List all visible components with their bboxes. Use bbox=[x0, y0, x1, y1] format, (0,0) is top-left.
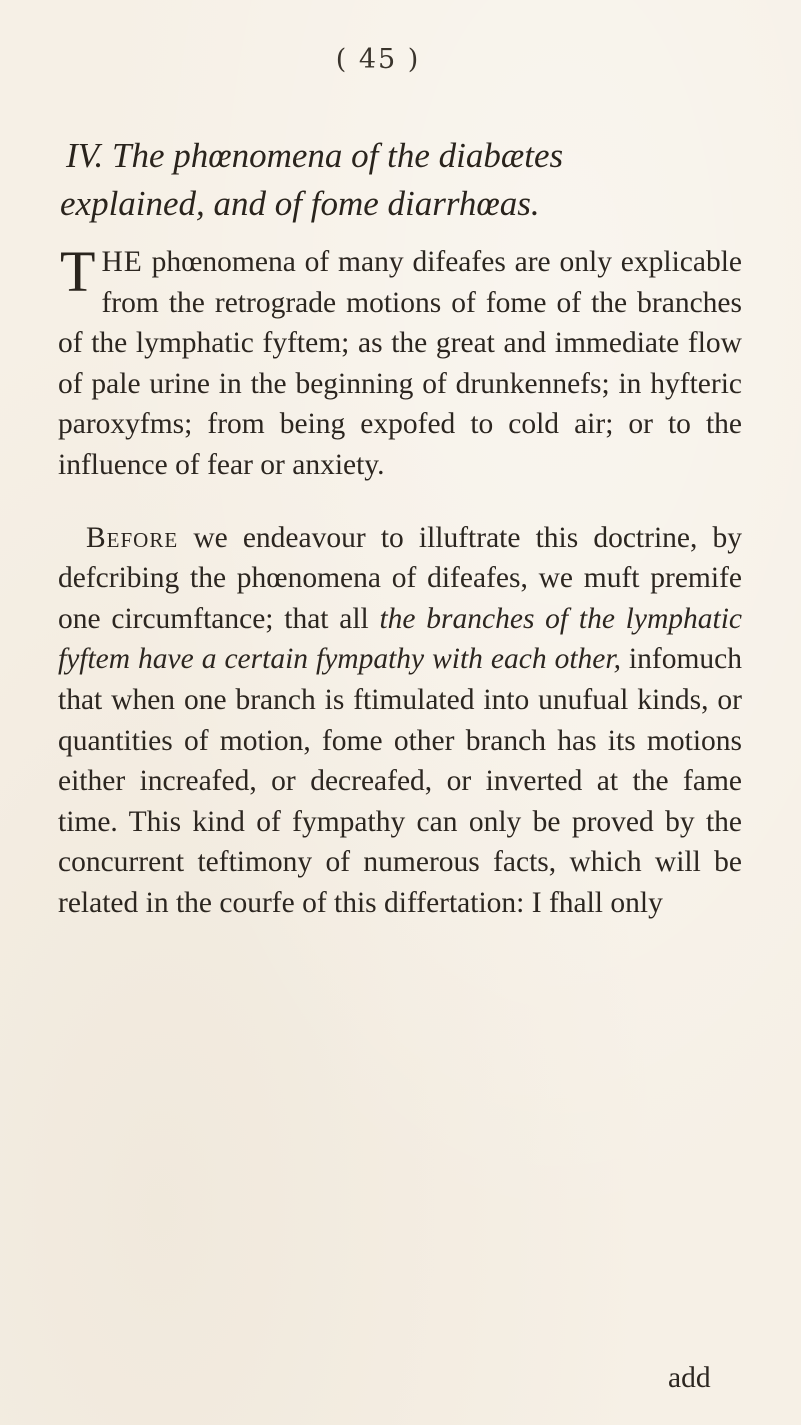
paragraph-1-lead: HE bbox=[101, 246, 143, 278]
paragraph-1-text: phœnomena of many difeafes are only explicable from the retrograde motions of fome of the branches of the lymphatic fyftem; as the great and immediate flow of pale urine in the beginning of drunkennefs; in hyfteric paroxyfms; from being expofed to cold air; or to the influence of fear or anxiety. bbox=[58, 246, 742, 481]
paragraph-2-text-a: we endeavour to illuftrate this doctrine, by defcribing the phœnomena of difeafes, we muft premife one circumftance; that all bbox=[58, 521, 742, 635]
drop-cap: T bbox=[60, 239, 96, 304]
heading-line-2: explained, and of fome diarrhœas. bbox=[60, 184, 540, 223]
body-text bbox=[58, 239, 742, 924]
paragraph-2-lead: Before bbox=[86, 521, 179, 554]
page-number: ( 45 ) bbox=[335, 44, 421, 75]
section-heading bbox=[60, 132, 750, 228]
heading-line-1: IV. The phœnomena of the diabætes bbox=[66, 136, 564, 175]
paragraph-2-text-b: infomuch that when one branch is ftimulated into unufual kinds, or quantities of motion, fome other branch has its motions either increafed, or decreafed, or inverted at the fame time. This kind of fympathy can only be proved by the concurrent teftimony of numerous facts, which will be related in the courfe of this differtation: I fhall only bbox=[58, 643, 742, 919]
paragraph-2 bbox=[58, 518, 742, 924]
catchword: add bbox=[668, 1362, 711, 1394]
paragraph-1 bbox=[58, 239, 742, 486]
paragraph-2-italic: the branches of the lymphatic fyftem have a certain fympathy with each other, bbox=[58, 602, 742, 676]
